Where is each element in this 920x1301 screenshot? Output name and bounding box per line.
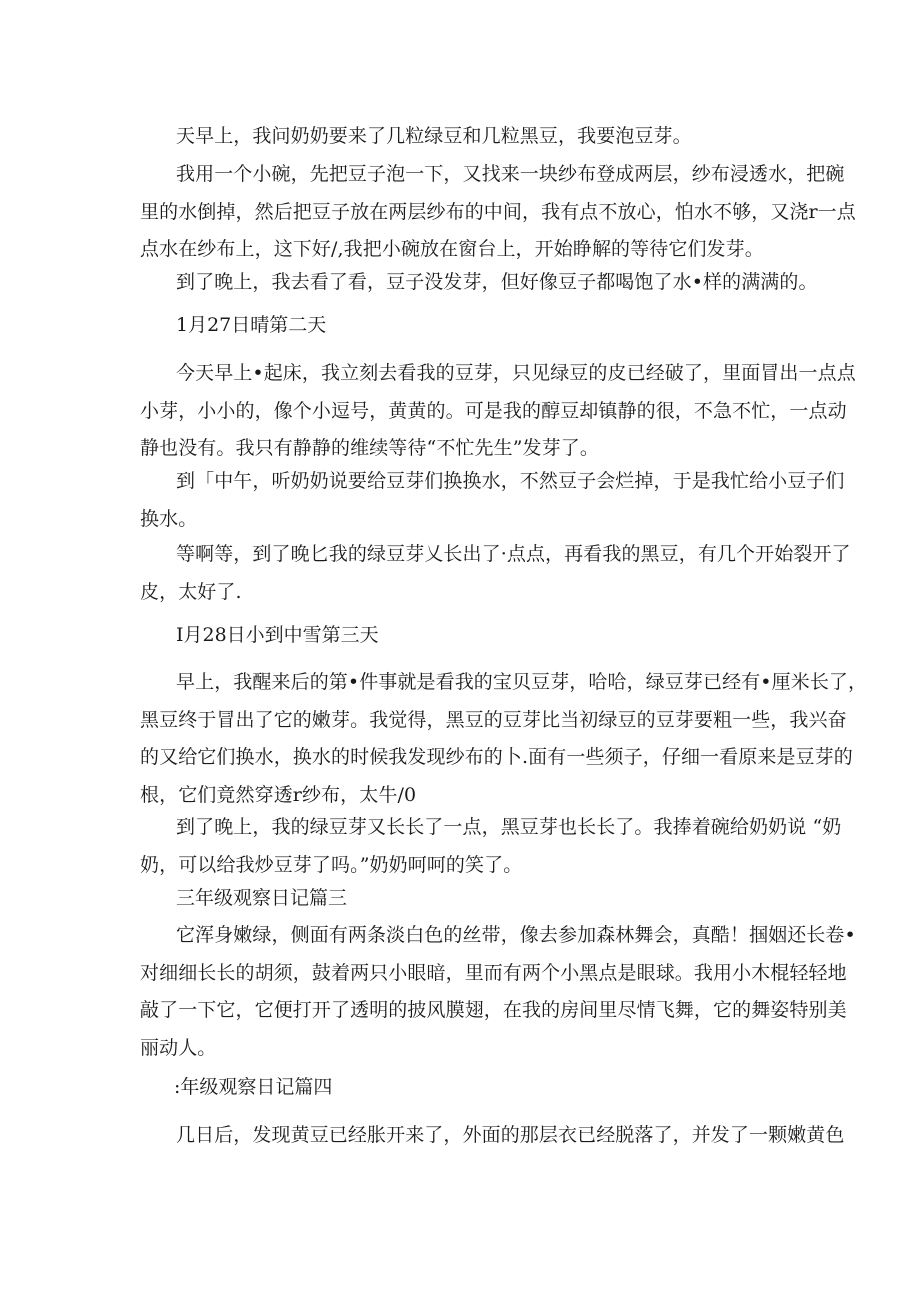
text-line: 到「中午，听奶奶说要给豆芽们换换水，不然豆子会烂掉，于是我忙给小豆子们 [176, 470, 845, 492]
text-line: 静也没有。我只有静静的维续等待“不忙先生”发芽了。 [140, 437, 599, 459]
text-line: 奶，可以给我炒豆芽了吗。”奶奶呵呵的笑了。 [140, 853, 523, 876]
text-line: 几日后，发现黄豆已经胀开来了，外面的那层衣已经脱落了，并发了一颗嫩黄色 [176, 1124, 845, 1146]
text-line: 根，它们竟然穿透r纱布，太牛/0 [140, 783, 417, 806]
text-line: 换水。 [140, 507, 198, 530]
text-line: 天早上，我问奶奶要来了几粒绿豆和几粒黑豆，我要泡豆芽。 [176, 125, 692, 147]
diary-date-heading-day3: I月28日小到中雪第三天 [176, 624, 379, 646]
paragraph-3 [140, 264, 818, 302]
paragraph-2 [140, 156, 856, 269]
text-line: 到了晚上，我去看了看，豆子没发芽，但好像豆子都喝饱了水•样的满满的。 [176, 271, 818, 293]
text-line: 的又给它们换水，换水的时候我发现纱布的卜.面有一些须子，仔细一看原来是豆芽的 [140, 746, 853, 768]
diary-date-heading-day2: 1月27日晴第二天 [176, 314, 327, 336]
text-line: 等啊等，到了晚匕我的绿豆芽乂长出了·点点，再看我的黑豆，有几个开始裂开了 [176, 543, 851, 565]
paragraph-7 [140, 664, 868, 814]
paragraph-8 [140, 809, 842, 884]
section-heading-part4: :年级观察日记篇四 [174, 1076, 333, 1098]
text-line: 它浑身嫩绿，侧面有两条淡白色的丝带，像去参加森林舞会，真酷！掴姻还长卷• [176, 924, 856, 946]
text-line: 到了晚上，我的绿豆芽又长长了一点，黑豆芽也长长了。我捧着碗给奶奶说 “奶 [176, 816, 842, 838]
text-line: 小芽，小小的，像个小逗号，黄黄的。可是我的醇豆却镇静的很，不急不忙，一点动 [140, 399, 847, 422]
text-line: 早上，我醒来后的第•件事就是看我的宝贝豆芽，哈哈，绿豆芽已经有•厘米长了， [176, 671, 868, 693]
text-line: 皮，太好了. [140, 580, 242, 603]
text-line: 敲了一下它，它便打开了透明的披风膜翅，在我的房间里尽情飞舞，它的舞姿特别美 [140, 999, 847, 1021]
text-line: 里的水倒掉，然后把豆子放在两层纱布的中间，我有点不放心，怕水不够，又浇r一点 [140, 200, 856, 223]
text-line: 今天早上•起床，我立刻去看我的豆芽，只见绿豆的皮已经破了，里面冒出一点点 [176, 362, 856, 384]
text-line: 对细细长长的胡须，鼓着两只小眼暗，里而有两个小黑点是眼球。我用小木棍轻轻地 [140, 961, 847, 984]
section-heading-part3: 三年级观察日记篇三 [176, 887, 348, 909]
paragraph-9 [140, 917, 856, 1067]
paragraph-5 [140, 463, 845, 538]
text-line: 黑豆终于冒出了它的嫩芽。我觉得，黑豆的豆芽比当初绿豆的豆芽要粗一些，我兴奋 [140, 708, 847, 731]
paragraph-4 [140, 355, 856, 468]
text-line: 丽动人。 [140, 1036, 217, 1059]
text-line: 我用一个小碗，先把豆子泡一下，又找来一块纱布登成两层，纱布浸透水，把碗 [176, 163, 845, 185]
text-line: 点水在纱布上，这下好/,我把小碗放在窗台上，开始睁解的等待它们发芽。 [140, 238, 764, 260]
paragraph-6 [140, 536, 851, 611]
paragraph-10 [140, 1117, 845, 1155]
paragraph-1 [140, 118, 780, 156]
